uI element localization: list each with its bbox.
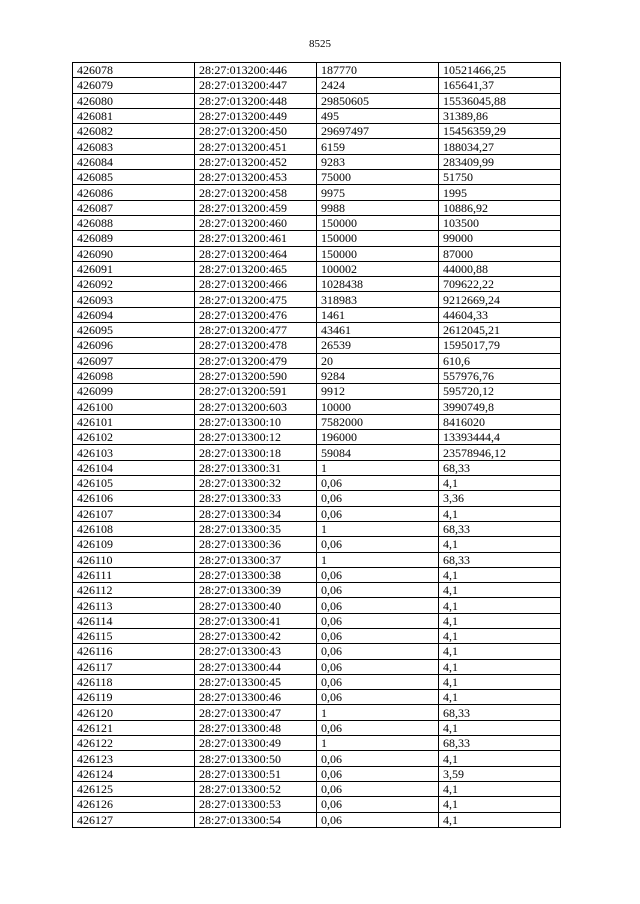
table-row (73, 751, 561, 766)
table-row (73, 598, 561, 613)
table-row (73, 812, 561, 827)
area-cell: 0,06 (317, 628, 439, 643)
value-cell: 4,1 (439, 628, 561, 643)
row-number-cell: 426122 (73, 736, 195, 751)
cadastral-number-cell: 28:27:013200:465 (195, 261, 317, 276)
area-cell: 0,06 (317, 644, 439, 659)
value-cell: 15456359,29 (439, 124, 561, 139)
area-cell: 0,06 (317, 751, 439, 766)
table-row (73, 445, 561, 460)
row-number-cell: 426101 (73, 414, 195, 429)
table-row (73, 231, 561, 246)
value-cell: 15536045,88 (439, 93, 561, 108)
value-cell: 4,1 (439, 598, 561, 613)
area-cell: 59084 (317, 445, 439, 460)
row-number-cell: 426098 (73, 368, 195, 383)
table-row (73, 583, 561, 598)
value-cell: 68,33 (439, 521, 561, 536)
row-number-cell: 426099 (73, 384, 195, 399)
value-cell: 87000 (439, 246, 561, 261)
row-number-cell: 426082 (73, 124, 195, 139)
cadastral-number-cell: 28:27:013200:446 (195, 63, 317, 78)
cadastral-number-cell: 28:27:013200:459 (195, 200, 317, 215)
page-number: 8525 (309, 38, 331, 50)
value-cell: 4,1 (439, 659, 561, 674)
cadastral-number-cell: 28:27:013300:31 (195, 460, 317, 475)
value-cell: 10521466,25 (439, 63, 561, 78)
cadastral-number-cell: 28:27:013300:45 (195, 674, 317, 689)
table-row (73, 93, 561, 108)
cadastral-number-cell: 28:27:013300:46 (195, 690, 317, 705)
table-body (73, 63, 561, 828)
area-cell: 29697497 (317, 124, 439, 139)
table-row (73, 797, 561, 812)
table-row (73, 674, 561, 689)
cadastral-number-cell: 28:27:013300:35 (195, 521, 317, 536)
value-cell: 4,1 (439, 751, 561, 766)
value-cell: 4,1 (439, 690, 561, 705)
table-row (73, 705, 561, 720)
cadastral-number-cell: 28:27:013200:451 (195, 139, 317, 154)
value-cell: 610,6 (439, 353, 561, 368)
row-number-cell: 426085 (73, 170, 195, 185)
area-cell: 0,06 (317, 797, 439, 812)
area-cell: 1 (317, 521, 439, 536)
cadastral-number-cell: 28:27:013200:449 (195, 108, 317, 123)
area-cell: 0,06 (317, 537, 439, 552)
table-row (73, 736, 561, 751)
table-row (73, 368, 561, 383)
row-number-cell: 426092 (73, 277, 195, 292)
area-cell: 0,06 (317, 598, 439, 613)
cadastral-number-cell: 28:27:013200:479 (195, 353, 317, 368)
table-row (73, 781, 561, 796)
cadastral-number-cell: 28:27:013300:47 (195, 705, 317, 720)
table-row (73, 476, 561, 491)
value-cell: 1995 (439, 185, 561, 200)
table-row (73, 277, 561, 292)
row-number-cell: 426115 (73, 628, 195, 643)
value-cell: 4,1 (439, 720, 561, 735)
table-row (73, 78, 561, 93)
table-row (73, 307, 561, 322)
table-row (73, 185, 561, 200)
value-cell: 9212669,24 (439, 292, 561, 307)
area-cell: 1 (317, 460, 439, 475)
cadastral-number-cell: 28:27:013200:453 (195, 170, 317, 185)
area-cell: 26539 (317, 338, 439, 353)
area-cell: 187770 (317, 63, 439, 78)
row-number-cell: 426091 (73, 261, 195, 276)
cadastral-number-cell: 28:27:013300:49 (195, 736, 317, 751)
cadastral-number-cell: 28:27:013300:53 (195, 797, 317, 812)
value-cell: 23578946,12 (439, 445, 561, 460)
area-cell: 0,06 (317, 766, 439, 781)
area-cell: 0,06 (317, 506, 439, 521)
row-number-cell: 426124 (73, 766, 195, 781)
table-row (73, 521, 561, 536)
value-cell: 3,59 (439, 766, 561, 781)
row-number-cell: 426086 (73, 185, 195, 200)
value-cell: 44000,88 (439, 261, 561, 276)
row-number-cell: 426097 (73, 353, 195, 368)
table-row (73, 613, 561, 628)
value-cell: 188034,27 (439, 139, 561, 154)
area-cell: 6159 (317, 139, 439, 154)
row-number-cell: 426093 (73, 292, 195, 307)
cadastral-number-cell: 28:27:013300:12 (195, 430, 317, 445)
value-cell: 3990749,8 (439, 399, 561, 414)
cadastral-number-cell: 28:27:013300:44 (195, 659, 317, 674)
area-cell: 9975 (317, 185, 439, 200)
row-number-cell: 426105 (73, 476, 195, 491)
value-cell: 4,1 (439, 613, 561, 628)
row-number-cell: 426081 (73, 108, 195, 123)
cadastral-number-cell: 28:27:013300:42 (195, 628, 317, 643)
area-cell: 0,06 (317, 720, 439, 735)
area-cell: 43461 (317, 323, 439, 338)
row-number-cell: 426113 (73, 598, 195, 613)
cadastral-number-cell: 28:27:013300:37 (195, 552, 317, 567)
cadastral-number-cell: 28:27:013300:33 (195, 491, 317, 506)
row-number-cell: 426087 (73, 200, 195, 215)
value-cell: 4,1 (439, 797, 561, 812)
table-row (73, 200, 561, 215)
row-number-cell: 426110 (73, 552, 195, 567)
row-number-cell: 426103 (73, 445, 195, 460)
table-row (73, 537, 561, 552)
value-cell: 68,33 (439, 460, 561, 475)
table-row (73, 154, 561, 169)
table-row (73, 399, 561, 414)
cadastral-number-cell: 28:27:013200:478 (195, 338, 317, 353)
cadastral-number-cell: 28:27:013300:54 (195, 812, 317, 827)
row-number-cell: 426107 (73, 506, 195, 521)
table-row (73, 720, 561, 735)
row-number-cell: 426080 (73, 93, 195, 108)
table-row (73, 506, 561, 521)
value-cell: 103500 (439, 215, 561, 230)
area-cell: 0,06 (317, 674, 439, 689)
table-row (73, 460, 561, 475)
area-cell: 196000 (317, 430, 439, 445)
row-number-cell: 426127 (73, 812, 195, 827)
row-number-cell: 426095 (73, 323, 195, 338)
value-cell: 2612045,21 (439, 323, 561, 338)
area-cell: 9283 (317, 154, 439, 169)
table-row (73, 690, 561, 705)
cadastral-number-cell: 28:27:013200:475 (195, 292, 317, 307)
cadastral-number-cell: 28:27:013300:51 (195, 766, 317, 781)
value-cell: 4,1 (439, 812, 561, 827)
table-row (73, 338, 561, 353)
cadastral-number-cell: 28:27:013200:591 (195, 384, 317, 399)
area-cell: 1461 (317, 307, 439, 322)
area-cell: 7582000 (317, 414, 439, 429)
value-cell: 4,1 (439, 781, 561, 796)
table-row (73, 384, 561, 399)
area-cell: 0,06 (317, 690, 439, 705)
table-row (73, 261, 561, 276)
area-cell: 9284 (317, 368, 439, 383)
area-cell: 2424 (317, 78, 439, 93)
cadastral-number-cell: 28:27:013300:40 (195, 598, 317, 613)
value-cell: 4,1 (439, 674, 561, 689)
row-number-cell: 426083 (73, 139, 195, 154)
row-number-cell: 426078 (73, 63, 195, 78)
table-row (73, 108, 561, 123)
cadastral-number-cell: 28:27:013300:52 (195, 781, 317, 796)
table-row (73, 215, 561, 230)
row-number-cell: 426123 (73, 751, 195, 766)
value-cell: 557976,76 (439, 368, 561, 383)
cadastral-number-cell: 28:27:013200:466 (195, 277, 317, 292)
value-cell: 68,33 (439, 705, 561, 720)
cadastral-number-cell: 28:27:013200:448 (195, 93, 317, 108)
value-cell: 4,1 (439, 506, 561, 521)
table-row (73, 246, 561, 261)
table-row (73, 567, 561, 582)
row-number-cell: 426125 (73, 781, 195, 796)
row-number-cell: 426089 (73, 231, 195, 246)
cadastral-number-cell: 28:27:013300:10 (195, 414, 317, 429)
cadastral-number-cell: 28:27:013300:50 (195, 751, 317, 766)
value-cell: 3,36 (439, 491, 561, 506)
row-number-cell: 426120 (73, 705, 195, 720)
row-number-cell: 426126 (73, 797, 195, 812)
area-cell: 495 (317, 108, 439, 123)
row-number-cell: 426106 (73, 491, 195, 506)
cadastral-number-cell: 28:27:013200:464 (195, 246, 317, 261)
table-row (73, 139, 561, 154)
area-cell: 100002 (317, 261, 439, 276)
value-cell: 4,1 (439, 644, 561, 659)
area-cell: 0,06 (317, 476, 439, 491)
area-cell: 0,06 (317, 812, 439, 827)
table-row (73, 766, 561, 781)
value-cell: 4,1 (439, 583, 561, 598)
table-row (73, 323, 561, 338)
area-cell: 0,06 (317, 781, 439, 796)
table-row (73, 644, 561, 659)
cadastral-number-cell: 28:27:013200:461 (195, 231, 317, 246)
area-cell: 0,06 (317, 583, 439, 598)
cadastral-number-cell: 28:27:013300:36 (195, 537, 317, 552)
cadastral-number-cell: 28:27:013300:32 (195, 476, 317, 491)
area-cell: 0,06 (317, 567, 439, 582)
value-cell: 4,1 (439, 537, 561, 552)
row-number-cell: 426109 (73, 537, 195, 552)
row-number-cell: 426088 (73, 215, 195, 230)
table-row (73, 63, 561, 78)
area-cell: 29850605 (317, 93, 439, 108)
area-cell: 318983 (317, 292, 439, 307)
area-cell: 0,06 (317, 613, 439, 628)
cadastral-number-cell: 28:27:013200:452 (195, 154, 317, 169)
cadastral-number-cell: 28:27:013300:39 (195, 583, 317, 598)
row-number-cell: 426108 (73, 521, 195, 536)
area-cell: 1028438 (317, 277, 439, 292)
table-row (73, 659, 561, 674)
area-cell: 0,06 (317, 491, 439, 506)
area-cell: 0,06 (317, 659, 439, 674)
row-number-cell: 426116 (73, 644, 195, 659)
row-number-cell: 426102 (73, 430, 195, 445)
cadastral-number-cell: 28:27:013200:603 (195, 399, 317, 414)
cadastral-number-cell: 28:27:013300:48 (195, 720, 317, 735)
table-row (73, 430, 561, 445)
value-cell: 8416020 (439, 414, 561, 429)
cadastral-number-cell: 28:27:013300:38 (195, 567, 317, 582)
cadastral-number-cell: 28:27:013300:18 (195, 445, 317, 460)
value-cell: 165641,37 (439, 78, 561, 93)
value-cell: 51750 (439, 170, 561, 185)
area-cell: 1 (317, 552, 439, 567)
row-number-cell: 426079 (73, 78, 195, 93)
row-number-cell: 426111 (73, 567, 195, 582)
value-cell: 4,1 (439, 567, 561, 582)
cadastral-number-cell: 28:27:013300:34 (195, 506, 317, 521)
value-cell: 595720,12 (439, 384, 561, 399)
row-number-cell: 426084 (73, 154, 195, 169)
area-cell: 1 (317, 705, 439, 720)
table-row (73, 628, 561, 643)
table-row (73, 552, 561, 567)
data-table (72, 62, 561, 828)
row-number-cell: 426104 (73, 460, 195, 475)
area-cell: 150000 (317, 231, 439, 246)
value-cell: 68,33 (439, 736, 561, 751)
value-cell: 68,33 (439, 552, 561, 567)
cadastral-number-cell: 28:27:013200:476 (195, 307, 317, 322)
value-cell: 4,1 (439, 476, 561, 491)
cadastral-number-cell: 28:27:013200:450 (195, 124, 317, 139)
value-cell: 283409,99 (439, 154, 561, 169)
area-cell: 1 (317, 736, 439, 751)
row-number-cell: 426112 (73, 583, 195, 598)
value-cell: 13393444,4 (439, 430, 561, 445)
table-row (73, 170, 561, 185)
row-number-cell: 426119 (73, 690, 195, 705)
cadastral-number-cell: 28:27:013300:43 (195, 644, 317, 659)
value-cell: 44604,33 (439, 307, 561, 322)
cadastral-number-cell: 28:27:013200:460 (195, 215, 317, 230)
cadastral-number-cell: 28:27:013200:458 (195, 185, 317, 200)
row-number-cell: 426114 (73, 613, 195, 628)
table-row (73, 353, 561, 368)
cadastral-number-cell: 28:27:013300:41 (195, 613, 317, 628)
value-cell: 99000 (439, 231, 561, 246)
value-cell: 709622,22 (439, 277, 561, 292)
row-number-cell: 426090 (73, 246, 195, 261)
table-row (73, 414, 561, 429)
cadastral-number-cell: 28:27:013200:447 (195, 78, 317, 93)
area-cell: 9912 (317, 384, 439, 399)
table-row (73, 491, 561, 506)
row-number-cell: 426100 (73, 399, 195, 414)
table-row (73, 292, 561, 307)
value-cell: 1595017,79 (439, 338, 561, 353)
area-cell: 9988 (317, 200, 439, 215)
area-cell: 150000 (317, 215, 439, 230)
row-number-cell: 426117 (73, 659, 195, 674)
row-number-cell: 426094 (73, 307, 195, 322)
area-cell: 10000 (317, 399, 439, 414)
area-cell: 20 (317, 353, 439, 368)
value-cell: 10886,92 (439, 200, 561, 215)
row-number-cell: 426096 (73, 338, 195, 353)
value-cell: 31389,86 (439, 108, 561, 123)
area-cell: 75000 (317, 170, 439, 185)
cadastral-number-cell: 28:27:013200:590 (195, 368, 317, 383)
row-number-cell: 426121 (73, 720, 195, 735)
row-number-cell: 426118 (73, 674, 195, 689)
cadastral-number-cell: 28:27:013200:477 (195, 323, 317, 338)
table-row (73, 124, 561, 139)
area-cell: 150000 (317, 246, 439, 261)
